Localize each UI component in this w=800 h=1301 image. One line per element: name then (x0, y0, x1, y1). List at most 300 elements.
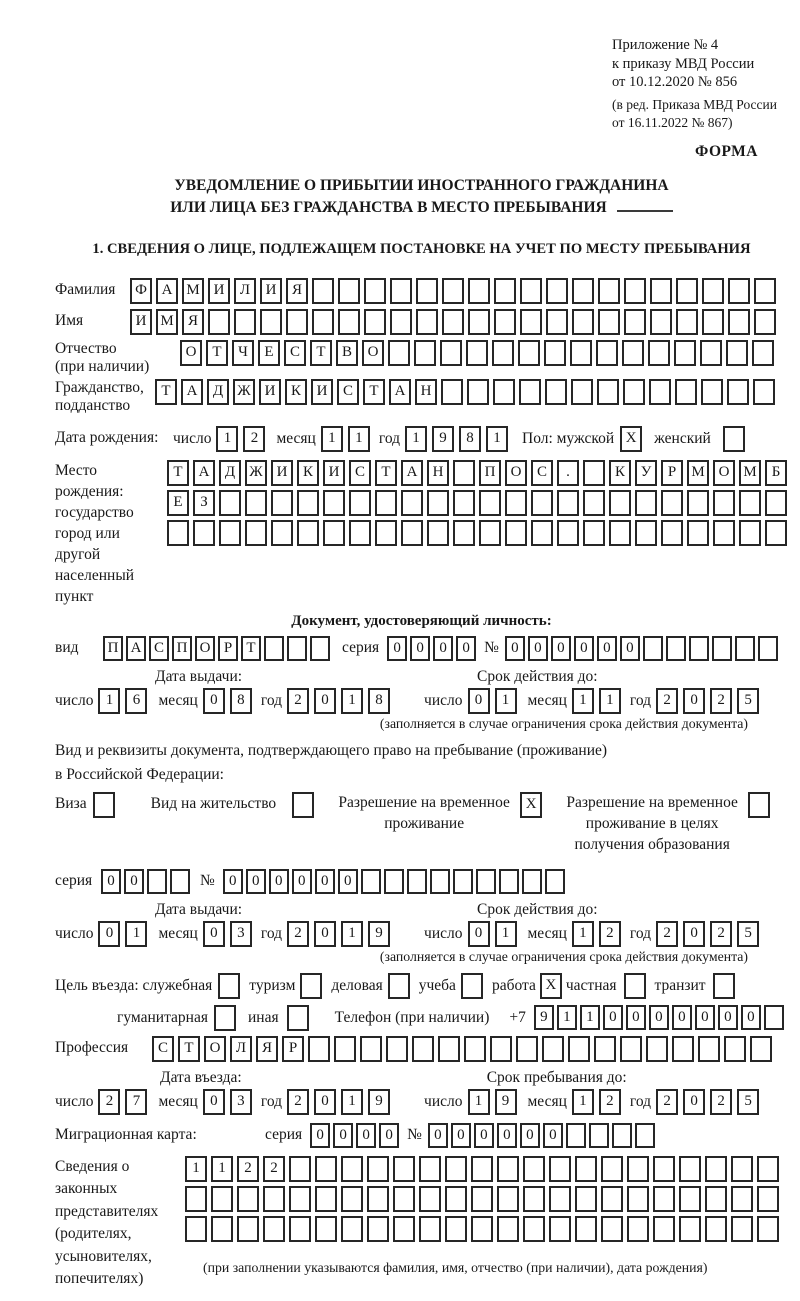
char-box[interactable]: 1 (486, 426, 508, 452)
char-box[interactable] (566, 1123, 586, 1148)
char-box[interactable] (739, 520, 761, 546)
char-box[interactable]: 2 (263, 1156, 285, 1182)
char-box[interactable]: 0 (333, 1123, 353, 1148)
char-box[interactable]: 9 (368, 1089, 390, 1115)
char-box[interactable] (490, 1036, 512, 1062)
char-box[interactable] (624, 278, 646, 304)
char-box[interactable] (453, 520, 475, 546)
char-box[interactable] (653, 1216, 675, 1242)
char-box[interactable]: 0 (203, 921, 225, 947)
char-box[interactable] (312, 278, 334, 304)
char-box[interactable] (661, 520, 683, 546)
char-box[interactable] (653, 1156, 675, 1182)
char-box[interactable] (601, 1216, 623, 1242)
char-box[interactable]: Я (256, 1036, 278, 1062)
char-box[interactable] (635, 1123, 655, 1148)
char-box[interactable]: 0 (379, 1123, 399, 1148)
char-box[interactable] (471, 1216, 493, 1242)
char-box[interactable]: 0 (451, 1123, 471, 1148)
char-box[interactable]: 0 (98, 921, 120, 947)
char-box[interactable] (315, 1216, 337, 1242)
char-box[interactable] (523, 1156, 545, 1182)
char-box[interactable] (430, 869, 450, 894)
char-box[interactable] (476, 869, 496, 894)
char-box[interactable] (211, 1216, 233, 1242)
char-box[interactable] (679, 1186, 701, 1212)
char-box[interactable] (308, 1036, 330, 1062)
char-box[interactable] (384, 869, 404, 894)
char-box[interactable] (414, 340, 436, 366)
char-box[interactable] (445, 1156, 467, 1182)
char-box[interactable] (601, 1156, 623, 1182)
char-box[interactable] (531, 490, 553, 516)
char-box[interactable] (575, 1156, 597, 1182)
char-box[interactable] (571, 379, 593, 405)
char-box[interactable] (546, 309, 568, 335)
char-box[interactable]: 0 (683, 921, 705, 947)
char-box[interactable] (388, 340, 410, 366)
char-box[interactable]: Р (218, 636, 238, 661)
char-box[interactable]: С (152, 1036, 174, 1062)
char-box[interactable]: 8 (230, 688, 252, 714)
char-box[interactable]: 5 (737, 921, 759, 947)
char-box[interactable] (193, 520, 215, 546)
char-box[interactable]: 0 (474, 1123, 494, 1148)
char-box[interactable] (393, 1186, 415, 1212)
char-box[interactable]: Б (765, 460, 787, 486)
char-box[interactable]: Т (241, 636, 261, 661)
char-box[interactable]: С (337, 379, 359, 405)
char-box[interactable]: 7 (125, 1089, 147, 1115)
char-box[interactable]: 0 (672, 1005, 692, 1030)
char-box[interactable]: Ж (245, 460, 267, 486)
char-box[interactable] (764, 1005, 784, 1030)
char-box[interactable] (416, 309, 438, 335)
char-box[interactable]: 5 (737, 688, 759, 714)
char-box[interactable] (757, 1216, 779, 1242)
char-box[interactable] (635, 490, 657, 516)
char-box[interactable]: П (479, 460, 501, 486)
char-box[interactable] (666, 636, 686, 661)
char-box[interactable]: Ж (233, 379, 255, 405)
checkbox-visa[interactable] (93, 792, 115, 818)
char-box[interactable] (393, 1216, 415, 1242)
char-box[interactable] (341, 1156, 363, 1182)
char-box[interactable] (442, 278, 464, 304)
char-box[interactable]: 2 (599, 921, 621, 947)
char-box[interactable] (752, 340, 774, 366)
checkbox-work[interactable]: X (540, 973, 562, 999)
char-box[interactable] (219, 490, 241, 516)
char-box[interactable] (494, 309, 516, 335)
char-box[interactable]: 1 (341, 921, 363, 947)
char-box[interactable]: П (172, 636, 192, 661)
char-box[interactable]: М (156, 309, 178, 335)
char-box[interactable] (544, 340, 566, 366)
char-box[interactable] (727, 379, 749, 405)
char-box[interactable] (375, 520, 397, 546)
char-box[interactable] (702, 309, 724, 335)
char-box[interactable]: Л (230, 1036, 252, 1062)
char-box[interactable] (312, 309, 334, 335)
char-box[interactable] (757, 1186, 779, 1212)
char-box[interactable]: 1 (495, 921, 517, 947)
char-box[interactable] (167, 520, 189, 546)
char-box[interactable] (623, 379, 645, 405)
char-box[interactable] (263, 1216, 285, 1242)
char-box[interactable] (364, 309, 386, 335)
char-box[interactable] (731, 1156, 753, 1182)
char-box[interactable]: А (156, 278, 178, 304)
checkbox-tourism[interactable] (300, 973, 322, 999)
char-box[interactable]: 9 (534, 1005, 554, 1030)
char-box[interactable] (499, 869, 519, 894)
char-box[interactable] (557, 520, 579, 546)
char-box[interactable] (170, 869, 190, 894)
char-box[interactable] (427, 490, 449, 516)
char-box[interactable] (583, 490, 605, 516)
char-box[interactable]: 0 (683, 1089, 705, 1115)
char-box[interactable] (497, 1156, 519, 1182)
char-box[interactable] (700, 340, 722, 366)
char-box[interactable] (323, 490, 345, 516)
char-box[interactable]: 2 (710, 1089, 732, 1115)
char-box[interactable] (219, 520, 241, 546)
char-box[interactable]: 6 (125, 688, 147, 714)
char-box[interactable]: О (505, 460, 527, 486)
char-box[interactable]: 9 (495, 1089, 517, 1115)
char-box[interactable]: 0 (520, 1123, 540, 1148)
char-box[interactable]: 0 (314, 921, 336, 947)
char-box[interactable] (650, 309, 672, 335)
char-box[interactable] (731, 1186, 753, 1212)
char-box[interactable]: 0 (695, 1005, 715, 1030)
char-box[interactable] (698, 1036, 720, 1062)
char-box[interactable] (468, 309, 490, 335)
char-box[interactable] (492, 340, 514, 366)
char-box[interactable]: 0 (310, 1123, 330, 1148)
char-box[interactable] (390, 278, 412, 304)
char-box[interactable]: 1 (405, 426, 427, 452)
char-box[interactable]: 0 (626, 1005, 646, 1030)
char-box[interactable]: 2 (656, 1089, 678, 1115)
char-box[interactable] (237, 1186, 259, 1212)
char-box[interactable]: Н (415, 379, 437, 405)
checkbox-official[interactable] (218, 973, 240, 999)
checkbox-male[interactable]: X (620, 426, 642, 452)
char-box[interactable]: Т (178, 1036, 200, 1062)
char-box[interactable] (523, 1186, 545, 1212)
char-box[interactable] (360, 1036, 382, 1062)
char-box[interactable] (757, 1156, 779, 1182)
char-box[interactable] (549, 1186, 571, 1212)
char-box[interactable] (237, 1216, 259, 1242)
char-box[interactable] (575, 1216, 597, 1242)
char-box[interactable]: 0 (314, 688, 336, 714)
char-box[interactable]: 0 (356, 1123, 376, 1148)
char-box[interactable]: 1 (495, 688, 517, 714)
char-box[interactable] (467, 379, 489, 405)
char-box[interactable]: 0 (741, 1005, 761, 1030)
char-box[interactable] (627, 1156, 649, 1182)
char-box[interactable]: М (182, 278, 204, 304)
char-box[interactable]: Т (375, 460, 397, 486)
char-box[interactable] (675, 379, 697, 405)
char-box[interactable]: М (687, 460, 709, 486)
char-box[interactable] (750, 1036, 772, 1062)
char-box[interactable] (518, 340, 540, 366)
char-box[interactable] (479, 520, 501, 546)
char-box[interactable] (390, 309, 412, 335)
char-box[interactable]: 8 (459, 426, 481, 452)
char-box[interactable]: Л (234, 278, 256, 304)
char-box[interactable]: 1 (341, 1089, 363, 1115)
char-box[interactable] (609, 520, 631, 546)
char-box[interactable]: 1 (341, 688, 363, 714)
char-box[interactable] (557, 490, 579, 516)
char-box[interactable] (739, 490, 761, 516)
char-box[interactable]: 0 (603, 1005, 623, 1030)
char-box[interactable]: И (260, 278, 282, 304)
char-box[interactable] (701, 379, 723, 405)
char-box[interactable]: 5 (737, 1089, 759, 1115)
char-box[interactable]: Ч (232, 340, 254, 366)
char-box[interactable] (653, 1186, 675, 1212)
char-box[interactable] (594, 1036, 616, 1062)
checkbox-study[interactable] (461, 973, 483, 999)
char-box[interactable] (705, 1156, 727, 1182)
char-box[interactable] (367, 1216, 389, 1242)
char-box[interactable] (542, 1036, 564, 1062)
char-box[interactable]: 0 (574, 636, 594, 661)
char-box[interactable] (545, 869, 565, 894)
char-box[interactable]: 0 (551, 636, 571, 661)
char-box[interactable]: 3 (230, 921, 252, 947)
char-box[interactable]: А (193, 460, 215, 486)
char-box[interactable] (598, 278, 620, 304)
char-box[interactable] (643, 636, 663, 661)
char-box[interactable] (245, 520, 267, 546)
char-box[interactable] (726, 340, 748, 366)
char-box[interactable] (494, 278, 516, 304)
char-box[interactable]: 0 (649, 1005, 669, 1030)
char-box[interactable]: 0 (101, 869, 121, 894)
char-box[interactable]: 1 (572, 921, 594, 947)
char-box[interactable] (516, 1036, 538, 1062)
char-box[interactable]: Д (219, 460, 241, 486)
char-box[interactable] (419, 1216, 441, 1242)
checkbox-business[interactable] (388, 973, 410, 999)
char-box[interactable] (676, 278, 698, 304)
char-box[interactable] (758, 636, 778, 661)
char-box[interactable]: 1 (348, 426, 370, 452)
char-box[interactable] (211, 1186, 233, 1212)
char-box[interactable]: 0 (223, 869, 243, 894)
char-box[interactable]: З (193, 490, 215, 516)
char-box[interactable]: 0 (505, 636, 525, 661)
char-box[interactable] (289, 1156, 311, 1182)
char-box[interactable]: С (531, 460, 553, 486)
char-box[interactable] (522, 869, 542, 894)
char-box[interactable]: К (285, 379, 307, 405)
char-box[interactable] (315, 1186, 337, 1212)
char-box[interactable] (393, 1156, 415, 1182)
char-box[interactable]: 0 (620, 636, 640, 661)
char-box[interactable] (367, 1186, 389, 1212)
char-box[interactable]: 1 (572, 1089, 594, 1115)
char-box[interactable]: 0 (528, 636, 548, 661)
char-box[interactable] (598, 309, 620, 335)
char-box[interactable]: 0 (718, 1005, 738, 1030)
char-box[interactable] (672, 1036, 694, 1062)
char-box[interactable]: 0 (597, 636, 617, 661)
char-box[interactable]: Д (207, 379, 229, 405)
char-box[interactable] (323, 520, 345, 546)
char-box[interactable] (419, 1156, 441, 1182)
char-box[interactable] (375, 490, 397, 516)
char-box[interactable]: 0 (269, 869, 289, 894)
char-box[interactable] (609, 490, 631, 516)
checkbox-female[interactable] (723, 426, 745, 452)
char-box[interactable] (271, 490, 293, 516)
char-box[interactable] (596, 340, 618, 366)
char-box[interactable]: 0 (203, 1089, 225, 1115)
char-box[interactable] (754, 309, 776, 335)
char-box[interactable] (361, 869, 381, 894)
char-box[interactable] (453, 490, 475, 516)
char-box[interactable]: С (149, 636, 169, 661)
char-box[interactable] (245, 490, 267, 516)
char-box[interactable] (646, 1036, 668, 1062)
checkbox-temp-residence-edu[interactable] (748, 792, 770, 818)
char-box[interactable]: 2 (599, 1089, 621, 1115)
char-box[interactable] (297, 490, 319, 516)
char-box[interactable]: О (180, 340, 202, 366)
char-box[interactable]: 0 (543, 1123, 563, 1148)
char-box[interactable]: Р (661, 460, 683, 486)
char-box[interactable] (545, 379, 567, 405)
char-box[interactable] (728, 309, 750, 335)
char-box[interactable] (445, 1216, 467, 1242)
char-box[interactable]: М (739, 460, 761, 486)
char-box[interactable] (627, 1186, 649, 1212)
char-box[interactable] (674, 340, 696, 366)
char-box[interactable] (263, 1186, 285, 1212)
char-box[interactable]: 2 (243, 426, 265, 452)
char-box[interactable]: 2 (287, 921, 309, 947)
char-box[interactable]: 1 (216, 426, 238, 452)
char-box[interactable] (349, 520, 371, 546)
char-box[interactable] (208, 309, 230, 335)
char-box[interactable] (589, 1123, 609, 1148)
char-box[interactable] (661, 490, 683, 516)
char-box[interactable] (338, 309, 360, 335)
char-box[interactable]: 0 (124, 869, 144, 894)
char-box[interactable]: И (311, 379, 333, 405)
char-box[interactable]: 0 (456, 636, 476, 661)
char-box[interactable] (687, 520, 709, 546)
char-box[interactable]: А (389, 379, 411, 405)
char-box[interactable]: О (713, 460, 735, 486)
char-box[interactable]: И (323, 460, 345, 486)
char-box[interactable]: 9 (432, 426, 454, 452)
char-box[interactable] (702, 278, 724, 304)
char-box[interactable] (453, 869, 473, 894)
char-box[interactable]: Я (286, 278, 308, 304)
char-box[interactable] (442, 309, 464, 335)
char-box[interactable] (419, 1186, 441, 1212)
char-box[interactable] (441, 379, 463, 405)
char-box[interactable]: Е (258, 340, 280, 366)
char-box[interactable] (679, 1156, 701, 1182)
char-box[interactable] (568, 1036, 590, 1062)
char-box[interactable] (627, 1216, 649, 1242)
char-box[interactable] (364, 278, 386, 304)
char-box[interactable]: 0 (683, 688, 705, 714)
checkbox-humanitarian[interactable] (214, 1005, 236, 1031)
char-box[interactable]: 0 (292, 869, 312, 894)
char-box[interactable]: Н (427, 460, 449, 486)
char-box[interactable] (549, 1216, 571, 1242)
char-box[interactable] (264, 636, 284, 661)
char-box[interactable]: 0 (387, 636, 407, 661)
char-box[interactable] (412, 1036, 434, 1062)
char-box[interactable]: А (126, 636, 146, 661)
char-box[interactable]: И (271, 460, 293, 486)
char-box[interactable]: 1 (211, 1156, 233, 1182)
char-box[interactable] (289, 1186, 311, 1212)
char-box[interactable] (185, 1186, 207, 1212)
char-box[interactable]: И (130, 309, 152, 335)
char-box[interactable] (635, 520, 657, 546)
char-box[interactable]: 0 (468, 688, 490, 714)
char-box[interactable] (497, 1216, 519, 1242)
char-box[interactable] (341, 1186, 363, 1212)
char-box[interactable] (612, 1123, 632, 1148)
checkbox-transit[interactable] (713, 973, 735, 999)
char-box[interactable]: А (181, 379, 203, 405)
char-box[interactable]: И (208, 278, 230, 304)
char-box[interactable] (479, 490, 501, 516)
char-box[interactable] (289, 1216, 311, 1242)
char-box[interactable]: С (284, 340, 306, 366)
char-box[interactable]: 2 (98, 1089, 120, 1115)
char-box[interactable]: 1 (580, 1005, 600, 1030)
char-box[interactable] (453, 460, 475, 486)
char-box[interactable] (349, 490, 371, 516)
char-box[interactable] (728, 278, 750, 304)
char-box[interactable] (341, 1216, 363, 1242)
char-box[interactable] (570, 340, 592, 366)
checkbox-other[interactable] (287, 1005, 309, 1031)
char-box[interactable] (520, 278, 542, 304)
char-box[interactable] (367, 1156, 389, 1182)
char-box[interactable]: 0 (246, 869, 266, 894)
char-box[interactable] (407, 869, 427, 894)
char-box[interactable] (712, 636, 732, 661)
char-box[interactable]: О (362, 340, 384, 366)
char-box[interactable] (549, 1156, 571, 1182)
char-box[interactable] (724, 1036, 746, 1062)
checkbox-residence-permit[interactable] (292, 792, 314, 818)
char-box[interactable] (754, 278, 776, 304)
char-box[interactable] (597, 379, 619, 405)
char-box[interactable]: 2 (710, 688, 732, 714)
char-box[interactable] (546, 278, 568, 304)
char-box[interactable] (338, 278, 360, 304)
char-box[interactable] (531, 520, 553, 546)
char-box[interactable]: О (195, 636, 215, 661)
